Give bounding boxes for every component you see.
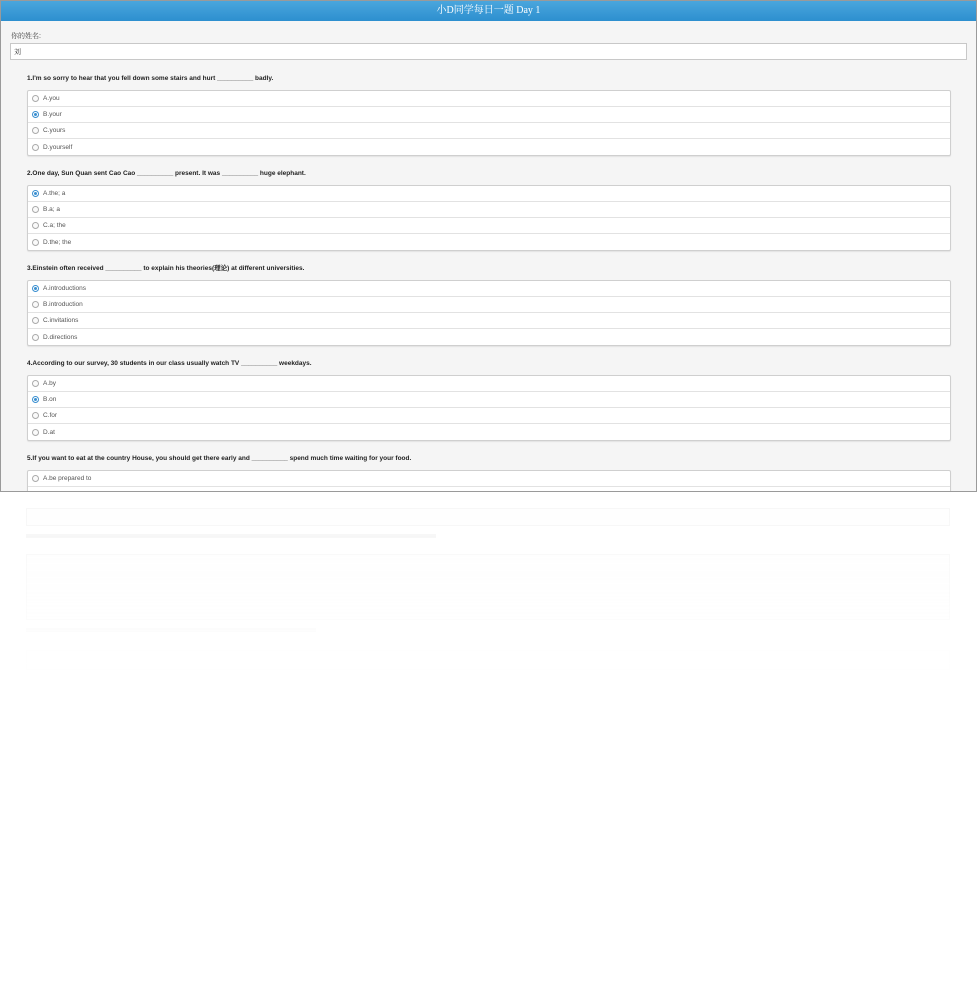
- option-c[interactable]: [28, 313, 950, 329]
- radio-checked-icon[interactable]: [32, 190, 39, 197]
- option-label: D.directions: [43, 333, 78, 341]
- question-5: [27, 453, 951, 492]
- radio-checked-icon[interactable]: [32, 396, 39, 403]
- option-a[interactable]: [28, 471, 950, 487]
- question-2: [27, 168, 951, 251]
- option-label: D.at: [43, 428, 55, 436]
- option-c[interactable]: [28, 218, 950, 234]
- option-list: [27, 375, 951, 441]
- reflection-row: [26, 508, 950, 526]
- option-label: B.introduction: [43, 301, 83, 308]
- radio-icon[interactable]: [32, 127, 39, 134]
- question-title: 4.According to our survey, 30 students in our class usually watch TV __________ weekdays.: [27, 360, 312, 367]
- name-input[interactable]: [10, 43, 967, 60]
- question-title: 2.One day, Sun Quan sent Cao Cao __________ present. It was __________ huge elephant.: [27, 170, 306, 177]
- radio-icon[interactable]: [32, 144, 39, 151]
- reflection-row: [26, 554, 950, 620]
- question-4: [27, 358, 951, 441]
- radio-icon[interactable]: [32, 492, 39, 493]
- option-a[interactable]: [28, 91, 950, 107]
- option-label: B.your: [43, 111, 62, 118]
- radio-icon[interactable]: [32, 429, 39, 436]
- radio-checked-icon[interactable]: [32, 111, 39, 118]
- option-d[interactable]: [28, 234, 950, 250]
- option-label: A.introductions: [43, 285, 86, 292]
- question-1: [27, 73, 951, 156]
- option-list: [27, 280, 951, 346]
- radio-icon[interactable]: [32, 412, 39, 419]
- option-label: A.by: [43, 380, 57, 387]
- radio-icon[interactable]: [32, 95, 39, 102]
- option-label: C.yours: [43, 127, 66, 134]
- option-c[interactable]: [28, 408, 950, 424]
- option-list: [27, 185, 951, 251]
- option-b[interactable]: [28, 202, 950, 218]
- option-d[interactable]: [28, 139, 950, 155]
- radio-icon[interactable]: [32, 239, 39, 246]
- radio-icon[interactable]: [32, 334, 39, 341]
- option-c[interactable]: [28, 123, 950, 139]
- window-reflection: [0, 500, 977, 680]
- option-label: A.you: [43, 95, 60, 102]
- option-list: [27, 90, 951, 156]
- radio-icon[interactable]: [32, 301, 39, 308]
- option-a[interactable]: [28, 186, 950, 202]
- option-label: D.the; the: [43, 238, 72, 246]
- window-title: 小D同学每日一题 Day 1: [1, 1, 976, 21]
- option-d[interactable]: [28, 424, 950, 440]
- question-title: 1.I'm so sorry to hear that you fell down some stairs and hurt __________ badly.: [27, 75, 274, 82]
- option-a[interactable]: [28, 281, 950, 297]
- option-label: B.on: [43, 396, 57, 403]
- name-field-label: 你的姓名:: [11, 33, 41, 40]
- option-b[interactable]: [28, 392, 950, 408]
- option-b[interactable]: [28, 297, 950, 313]
- radio-icon[interactable]: [32, 317, 39, 324]
- radio-icon[interactable]: [32, 475, 39, 482]
- option-b[interactable]: [28, 107, 950, 123]
- option-label: A.the; a: [43, 190, 66, 197]
- radio-icon[interactable]: [32, 380, 39, 387]
- reflection-row: [26, 650, 950, 670]
- radio-icon[interactable]: [32, 206, 39, 213]
- question-title: 5.If you want to eat at the country House, you should get there early and __________ spend much time waiting for your food.: [27, 455, 412, 462]
- option-label: C.invitations: [43, 317, 79, 324]
- option-b[interactable]: [28, 487, 950, 492]
- option-a[interactable]: [28, 376, 950, 392]
- question-3: [27, 263, 951, 346]
- question-title: 3.Einstein often received __________ to explain his theories(理论) at different universities.: [27, 265, 305, 272]
- radio-checked-icon[interactable]: [32, 285, 39, 292]
- option-label: C.for: [43, 412, 58, 419]
- radio-icon[interactable]: [32, 222, 39, 229]
- option-label: B.a; a: [43, 206, 60, 213]
- option-label: C.a; the: [43, 222, 66, 229]
- reflection-text: [26, 534, 436, 538]
- survey-window: [0, 0, 977, 492]
- option-label: D.yourself: [43, 143, 73, 151]
- reflection-text: [26, 628, 316, 632]
- option-d[interactable]: [28, 329, 950, 345]
- option-label: A.be prepared to: [43, 475, 92, 482]
- option-list: [27, 470, 951, 492]
